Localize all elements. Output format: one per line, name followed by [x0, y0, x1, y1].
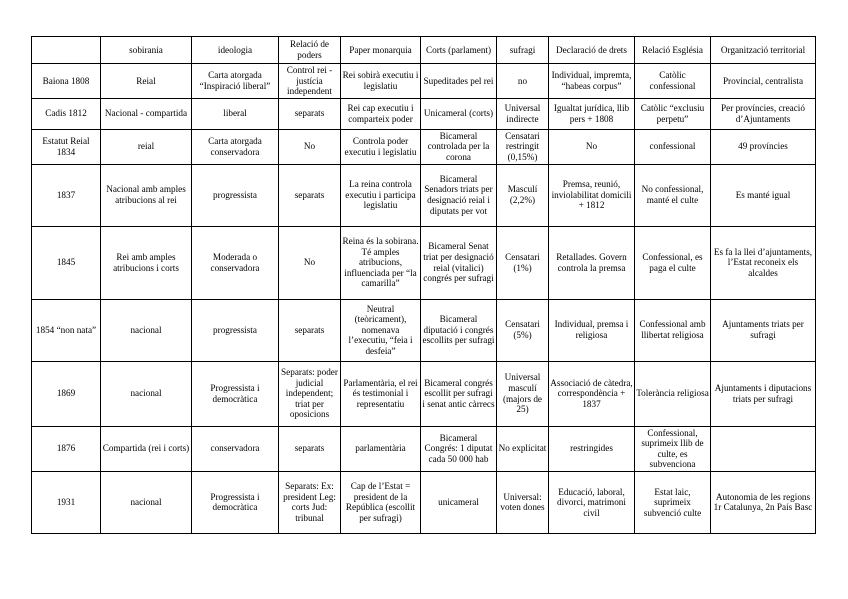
table-cell: Retallades. Govern controla la premsa: [549, 226, 635, 299]
table-cell: Reial: [101, 64, 192, 99]
table-cell: Censatari (1%): [497, 226, 549, 299]
table-cell: Es manté igual: [711, 164, 816, 226]
table-cell: No: [279, 129, 341, 164]
table-cell: nacional: [101, 299, 192, 361]
table-cell: Universal: voten dones: [497, 471, 549, 533]
table-cell: Controla poder executiu i legislatiu: [341, 129, 421, 164]
table-cell: Separats: Ex: president Leg: corts Jud: tribunal: [279, 471, 341, 533]
table-cell: Estat laic, suprimeix subvenció culte: [635, 471, 711, 533]
table-cell: Bicameral controlada per la corona: [421, 129, 497, 164]
header-row: [32, 37, 816, 64]
table-cell: No: [279, 226, 341, 299]
table-cell: No confessional, manté el culte: [635, 164, 711, 226]
table-cell: restringides: [549, 426, 635, 471]
table-row: [32, 426, 816, 471]
table-cell: Nacional - compartida: [101, 98, 192, 129]
table-cell: progressista: [192, 299, 279, 361]
table-row: [32, 226, 816, 299]
table-cell: no: [497, 64, 549, 99]
table-cell: Per províncies, creació d’Ajuntaments: [711, 98, 816, 129]
table-cell: 1854 “non nata”: [32, 299, 101, 361]
table-cell: Progressista i democràtica: [192, 471, 279, 533]
table-cell: Bicameral congrés escollit per sufragi i senat antic càrrecs: [421, 361, 497, 426]
table-cell: Associació de càtedra, correspondència + 1837: [549, 361, 635, 426]
table-cell: Control rei - justícia independent: [279, 64, 341, 99]
table-cell: nacional: [101, 361, 192, 426]
table-cell: Educació, laboral, divorci, matrimoni civil: [549, 471, 635, 533]
table-cell: Autonomia de les regions 1r Catalunya, 2n País Basc: [711, 471, 816, 533]
table-cell: Confessional, suprimeix llib de culte, es subvenciona: [635, 426, 711, 471]
table-cell: La reina controla executiu i participa legislatiu: [341, 164, 421, 226]
table-row: [32, 299, 816, 361]
table-cell: Confessional amb llibertat religiosa: [635, 299, 711, 361]
table-row: [32, 98, 816, 129]
header-cell: Paper monarquia: [341, 37, 421, 64]
table-cell: Censatari restringit (0,15%): [497, 129, 549, 164]
table-cell: Carta atorgada “Inspiració liberal”: [192, 64, 279, 99]
table-cell: reial: [101, 129, 192, 164]
table-cell: Estatut Reial 1834: [32, 129, 101, 164]
table-cell: 49 províncies: [711, 129, 816, 164]
table-cell: confessional: [635, 129, 711, 164]
table-cell: Catòlic “exclusiu perpetu”: [635, 98, 711, 129]
table-cell: Moderada o conservadora: [192, 226, 279, 299]
table-cell: Supeditades pel rei: [421, 64, 497, 99]
table-cell: unicameral: [421, 471, 497, 533]
header-cell: ideologia: [192, 37, 279, 64]
table-row: [32, 129, 816, 164]
table-cell: Unicameral (corts): [421, 98, 497, 129]
table-cell: nacional: [101, 471, 192, 533]
table-cell: Bicameral Senadors triats per designació reial i diputats per vot: [421, 164, 497, 226]
table-cell: Individual, premsa i religiosa: [549, 299, 635, 361]
table-cell: Catòlic confessional: [635, 64, 711, 99]
table-cell: Neutral (teòricament), nomenava l’executiu, “feia i desfeia”: [341, 299, 421, 361]
table-cell: Es fa la llei d’ajuntaments, l’Estat reconeix els alcaldes: [711, 226, 816, 299]
table-row: [32, 64, 816, 99]
table-cell: separats: [279, 299, 341, 361]
table-cell: Provincial, centralista: [711, 64, 816, 99]
table-cell: separats: [279, 164, 341, 226]
table-cell: Censatari (5%): [497, 299, 549, 361]
header-cell: sobirania: [101, 37, 192, 64]
table-cell: Carta atorgada conservadora: [192, 129, 279, 164]
table-cell: 1931: [32, 471, 101, 533]
table-cell: Separats: poder judicial independent; triat per oposicions: [279, 361, 341, 426]
table-cell: Reina és la sobirana. Té amples atribucions, influenciada per “la camarilla”: [341, 226, 421, 299]
table-cell: Rei cap executiu i comparteix poder: [341, 98, 421, 129]
table-cell: No explícitat: [497, 426, 549, 471]
table-cell: No: [549, 129, 635, 164]
table-cell: Cap de l’Estat = president de la República (escollit per sufragi): [341, 471, 421, 533]
table-cell: Universal masculí (majors de 25): [497, 361, 549, 426]
table-cell: Igualtat jurídica, llib pers + 1808: [549, 98, 635, 129]
table-cell: Bicameral diputació i congrés escollits per sufragi: [421, 299, 497, 361]
table-cell: progressista: [192, 164, 279, 226]
table-cell: separats: [279, 98, 341, 129]
table-cell: Bicameral Congrés: 1 diputat cada 50 000 hab: [421, 426, 497, 471]
table-cell: Rei amb amples atribucions i corts: [101, 226, 192, 299]
table-row: [32, 361, 816, 426]
table-cell: parlamentària: [341, 426, 421, 471]
table-cell: conservadora: [192, 426, 279, 471]
table-cell: Rei sobirà executiu i legislatiu: [341, 64, 421, 99]
table-cell: Universal indirecte: [497, 98, 549, 129]
table-cell: Bicameral Senat triat per designació reial (vitalici) congrés per sufragi: [421, 226, 497, 299]
header-cell: Organització territorial: [711, 37, 816, 64]
table-row: [32, 164, 816, 226]
table-cell: Baiona 1808: [32, 64, 101, 99]
table-cell: Confessional, es paga el culte: [635, 226, 711, 299]
table-cell: Cadis 1812: [32, 98, 101, 129]
table-cell: 1845: [32, 226, 101, 299]
header-cell: sufragi: [497, 37, 549, 64]
table-cell: Ajuntaments i diputacions triats per sufragi: [711, 361, 816, 426]
table-row: [32, 471, 816, 533]
table-cell: Individual, impremta, “habeas corpus”: [549, 64, 635, 99]
table-cell: 1869: [32, 361, 101, 426]
table-cell: Ajuntaments triats per sufragi: [711, 299, 816, 361]
constitutions-table: [31, 36, 816, 534]
header-cell: [32, 37, 101, 64]
table-cell: Nacional amb amples atribucions al rei: [101, 164, 192, 226]
table-cell: [711, 426, 816, 471]
table-cell: 1876: [32, 426, 101, 471]
header-cell: Relació Església: [635, 37, 711, 64]
table-cell: 1837: [32, 164, 101, 226]
header-cell: Corts (parlament): [421, 37, 497, 64]
header-cell: Declaració de drets: [549, 37, 635, 64]
table-cell: Progressista i democràtica: [192, 361, 279, 426]
header-cell: Relació de poders: [279, 37, 341, 64]
table-cell: Premsa, reunió, inviolabilitat domicili + 1812: [549, 164, 635, 226]
table-cell: Compartida (rei i corts): [101, 426, 192, 471]
table-cell: liberal: [192, 98, 279, 129]
table-cell: Tolerància religiosa: [635, 361, 711, 426]
table-cell: Masculí (2,2%): [497, 164, 549, 226]
table-cell: separats: [279, 426, 341, 471]
table-cell: Parlamentària, el rei és testimonial i representatiu: [341, 361, 421, 426]
